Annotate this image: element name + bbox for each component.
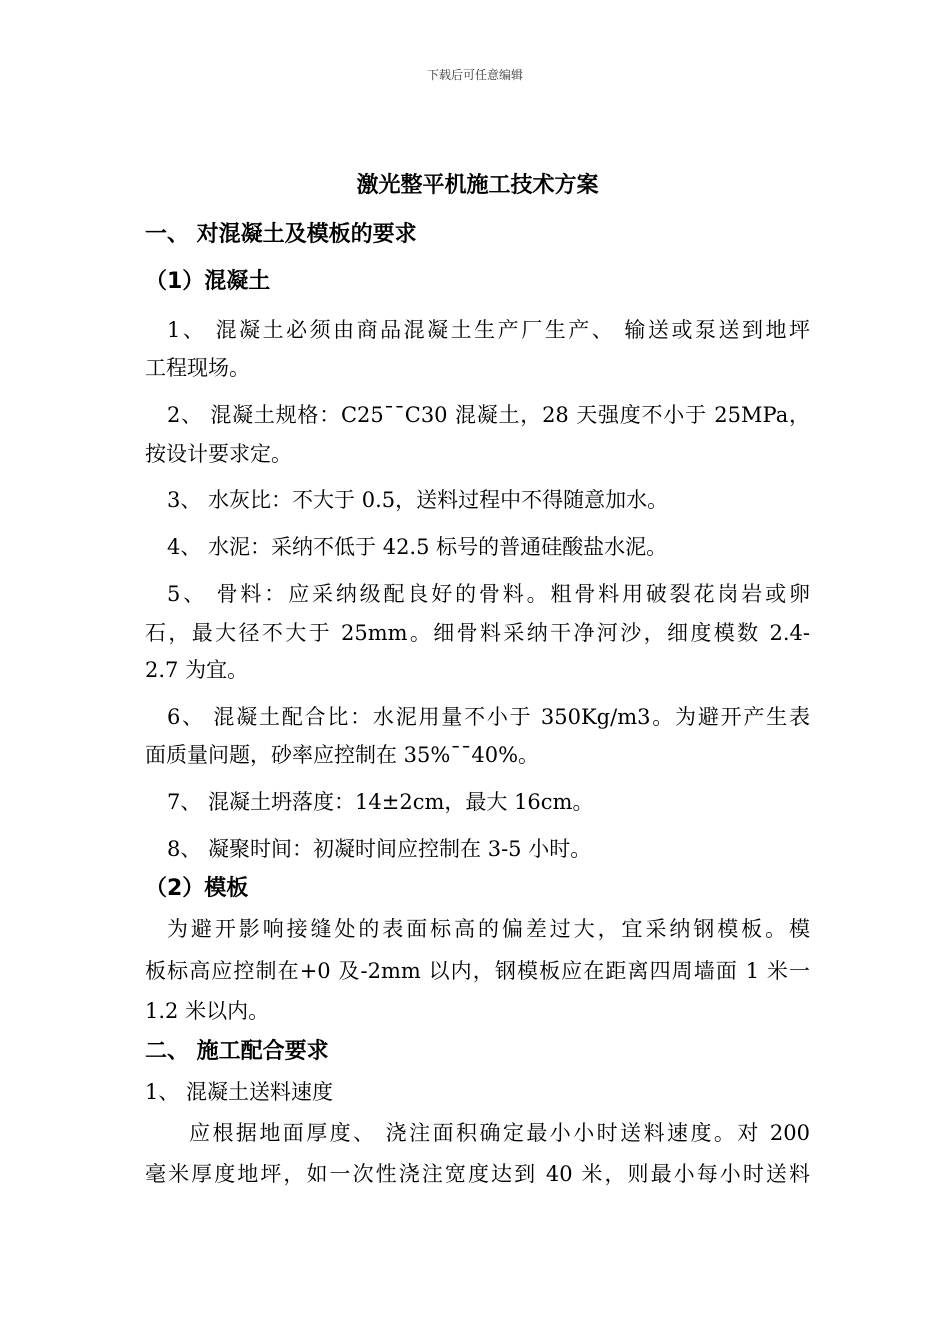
concrete-item-2-line-2: 按设计要求定。 bbox=[145, 442, 292, 466]
concrete-item-1-line-2: 工程现场。 bbox=[145, 356, 250, 380]
concrete-item-8: 8、 凝聚时间：初凝时间应控制在 3-5 小时。 bbox=[167, 837, 592, 861]
concrete-item-5-line-3: 2.7 为宜。 bbox=[145, 658, 249, 682]
document-title: 激光整平机施工技术方案 bbox=[356, 173, 599, 198]
formwork-paragraph-line-2: 板标高应控制在+0 及-2mm 以内，钢模板应在距离四周墙面 1 米一 bbox=[145, 959, 810, 983]
concrete-item-5-line-2: 石，最大径不大于 25mm。细骨料采纳干净河沙，细度模数 2.4- bbox=[145, 621, 810, 645]
subsection-formwork-heading: （2）模板 bbox=[145, 876, 249, 901]
concrete-item-3: 3、 水灰比：不大于 0.5，送料过程中不得随意加水。 bbox=[167, 488, 669, 512]
concrete-item-7: 7、 混凝土坍落度：14±2cm，最大 16cm。 bbox=[167, 790, 594, 814]
concrete-item-6-line-2: 面质量问题，砂率应控制在 35%¯¯40%。 bbox=[145, 743, 540, 767]
page-header-note: 下载后可任意编辑 bbox=[426, 68, 523, 82]
concrete-item-4: 4、 水泥：采纳不低于 42.5 标号的普通硅酸盐水泥。 bbox=[167, 535, 668, 559]
section-2-heading: 二、 施工配合要求 bbox=[145, 1039, 329, 1064]
subsection-concrete-heading: （1）混凝土 bbox=[145, 269, 271, 294]
delivery-paragraph-line-2: 毫米厚度地坪，如一次性浇注宽度达到 40 米，则最小每小时送料 bbox=[145, 1162, 810, 1186]
concrete-item-2-line-1: 2、 混凝土规格：C25¯¯C30 混凝土，28 天强度不小于 25MPa， bbox=[167, 403, 810, 427]
formwork-paragraph-line-1: 为避开影响接缝处的表面标高的偏差过大，宜采纳钢模板。模 bbox=[167, 917, 810, 941]
formwork-paragraph-line-3: 1.2 米以内。 bbox=[145, 999, 270, 1023]
concrete-item-1-line-1: 1、 混凝土必须由商品混凝土生产厂生产、 输送或泵送到地坪 bbox=[167, 318, 810, 342]
concrete-item-6-line-1: 6、 混凝土配合比：水泥用量不小于 350Kg/m3。为避开产生表 bbox=[167, 705, 810, 729]
delivery-paragraph-line-1: 应根据地面厚度、 浇注面积确定最小小时送料速度。对 200 bbox=[189, 1121, 810, 1145]
section-1-heading: 一、 对混凝土及模板的要求 bbox=[145, 222, 417, 247]
concrete-item-5-line-1: 5、 骨料：应采纳级配良好的骨料。粗骨料用破裂花岗岩或卵 bbox=[167, 582, 810, 606]
section-2-item-1-heading: 1、 混凝土送料速度 bbox=[145, 1080, 334, 1104]
